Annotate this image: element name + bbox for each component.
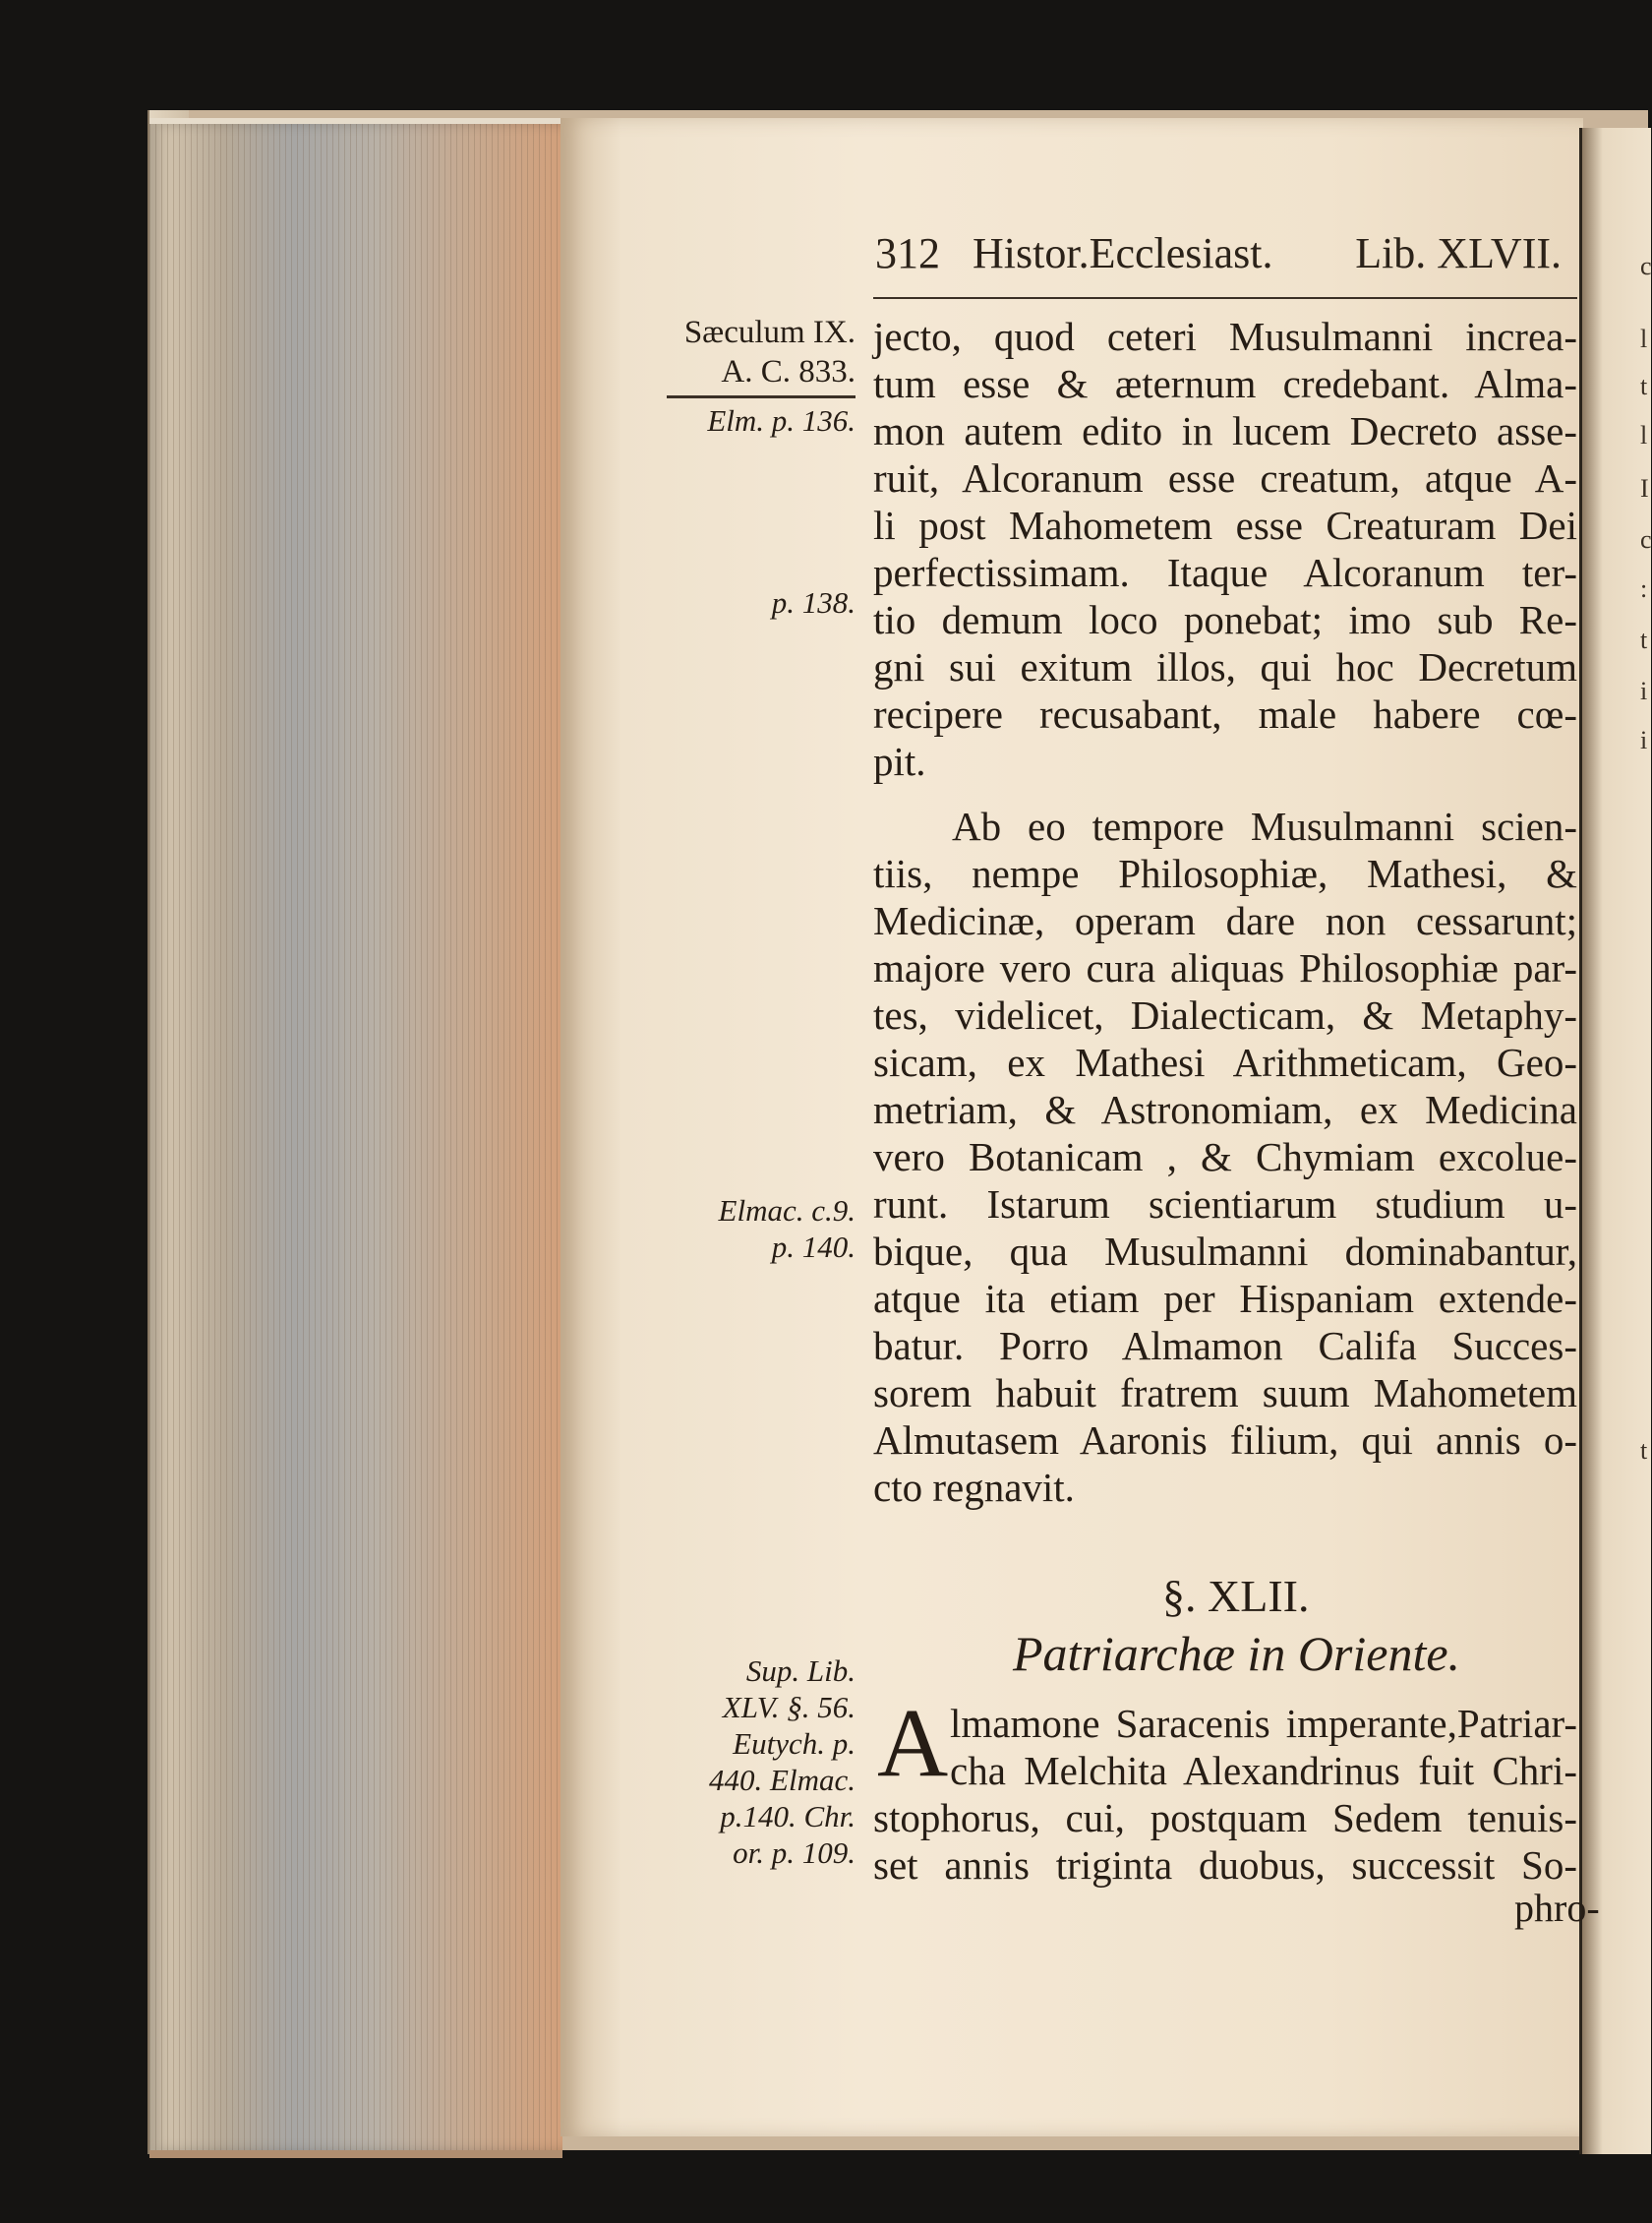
text-line: tum esse & æternum credebant. Alma-	[873, 361, 1577, 406]
text-line: metriam, & Astronomiam, ex Medicina	[873, 1087, 1577, 1132]
text-line: cto regnavit.	[873, 1465, 1075, 1510]
text-line: bique, qua Musulmanni dominabantur,	[873, 1229, 1577, 1274]
text-line: li post Mahometem esse Creaturam Dei	[873, 503, 1577, 548]
margin-note-sup	[649, 1652, 856, 1871]
text-line: cha Melchita Alexandrinus fuit Chri-	[950, 1748, 1577, 1793]
text-line: sicam, ex Mathesi Arithmeticam, Geo-	[873, 1040, 1577, 1085]
text-line: gni sui exitum illos, qui hoc Decretum	[873, 644, 1577, 690]
section-title: Patriarchæ in Oriente.	[1013, 1626, 1461, 1681]
text-line: sorem habuit fratrem suum Mahometem	[873, 1370, 1577, 1415]
section-number: §. XLII.	[1162, 1571, 1310, 1621]
text-line: Almutasem Aaronis filium, qui annis o-	[873, 1417, 1577, 1463]
margin-rule	[667, 395, 856, 398]
text-line: set annis triginta duobus, successit So-	[873, 1842, 1577, 1888]
running-header	[875, 228, 1573, 287]
facing-char: l	[1640, 325, 1648, 353]
catchword: phro-	[1514, 1886, 1600, 1930]
page-number: 312	[875, 229, 940, 277]
text-line: tiis, nempe Philosophiæ, Mathesi, &	[873, 851, 1577, 896]
facing-char: c	[1640, 525, 1652, 554]
facing-char: l	[1640, 421, 1648, 450]
margin-note-elmac	[649, 1192, 856, 1265]
header-rule	[873, 297, 1577, 299]
facing-char: I	[1640, 474, 1649, 503]
margin-elmac-1: Elmac. c.9.	[718, 1193, 856, 1228]
text-line: batur. Porro Almamon Califa Succes-	[873, 1323, 1577, 1368]
facing-char: i	[1640, 677, 1648, 705]
facing-char: c	[1640, 252, 1652, 280]
facing-char: t	[1640, 372, 1648, 400]
margin-elmac-2: p. 140.	[771, 1230, 856, 1264]
margin-sup-4: 440. Elmac.	[709, 1763, 856, 1797]
text-line: atque ita etiam per Hispaniam extende-	[873, 1276, 1577, 1321]
margin-saeculum: Sæculum IX.	[683, 315, 856, 350]
text-line: tes, videlicet, Dialecticam, & Metaphy-	[873, 992, 1577, 1038]
margin-sup-2: XLV. §. 56.	[722, 1690, 856, 1724]
margin-sup-5: p.140. Chr.	[720, 1799, 856, 1833]
text-line: jecto, quod ceteri Musulmanni increa-	[873, 314, 1577, 359]
book-number: Lib. XLVII.	[1355, 229, 1562, 277]
margin-note-p138	[649, 584, 856, 621]
margin-elm: Elm. p. 136.	[707, 403, 856, 438]
text-line: perfectissimam. Itaque Alcoranum ter-	[873, 550, 1577, 595]
facing-char: t	[1640, 626, 1648, 654]
text-line: lmamone Saracenis imperante,Patriar-	[950, 1701, 1577, 1746]
text-line: runt. Istarum scientiarum studium u-	[873, 1181, 1577, 1227]
text-line: stophorus, cui, postquam Sedem tenuis-	[873, 1795, 1577, 1840]
running-title: Histor.Ecclesiast.	[973, 229, 1273, 277]
facing-char: :	[1640, 574, 1648, 603]
text-line: Ab eo tempore Musulmanni scien-	[952, 804, 1577, 849]
text-line: majore vero cura aliquas Philosophiæ par-	[873, 945, 1577, 991]
text-line: pit.	[873, 739, 926, 784]
margin-sup-3: Eutych. p.	[733, 1726, 856, 1761]
facing-char: t	[1640, 1436, 1648, 1465]
margin-note-saeculum	[649, 313, 856, 439]
text-line: mon autem edito in lucem Decreto asse-	[873, 408, 1577, 453]
text-line: ruit, Alcoranum esse creatum, atque A-	[873, 455, 1577, 501]
text-line: vero Botanicam , & Chymiam excolue-	[873, 1134, 1577, 1179]
text-line: tio demum loco ponebat; imo sub Re-	[873, 597, 1577, 642]
margin-year: A. C. 833.	[721, 354, 856, 390]
text-line: Medicinæ, operam dare non cessarunt;	[873, 898, 1577, 943]
drop-cap: A	[877, 1688, 949, 1797]
margin-sup-6: or. p. 109.	[733, 1835, 856, 1870]
margin-sup-1: Sup. Lib.	[745, 1653, 856, 1688]
page-block-edge	[149, 118, 562, 2158]
facing-char: i	[1640, 726, 1648, 754]
margin-p138: p. 138.	[771, 585, 856, 620]
text-line: recipere recusabant, male habere cœ-	[873, 691, 1577, 737]
